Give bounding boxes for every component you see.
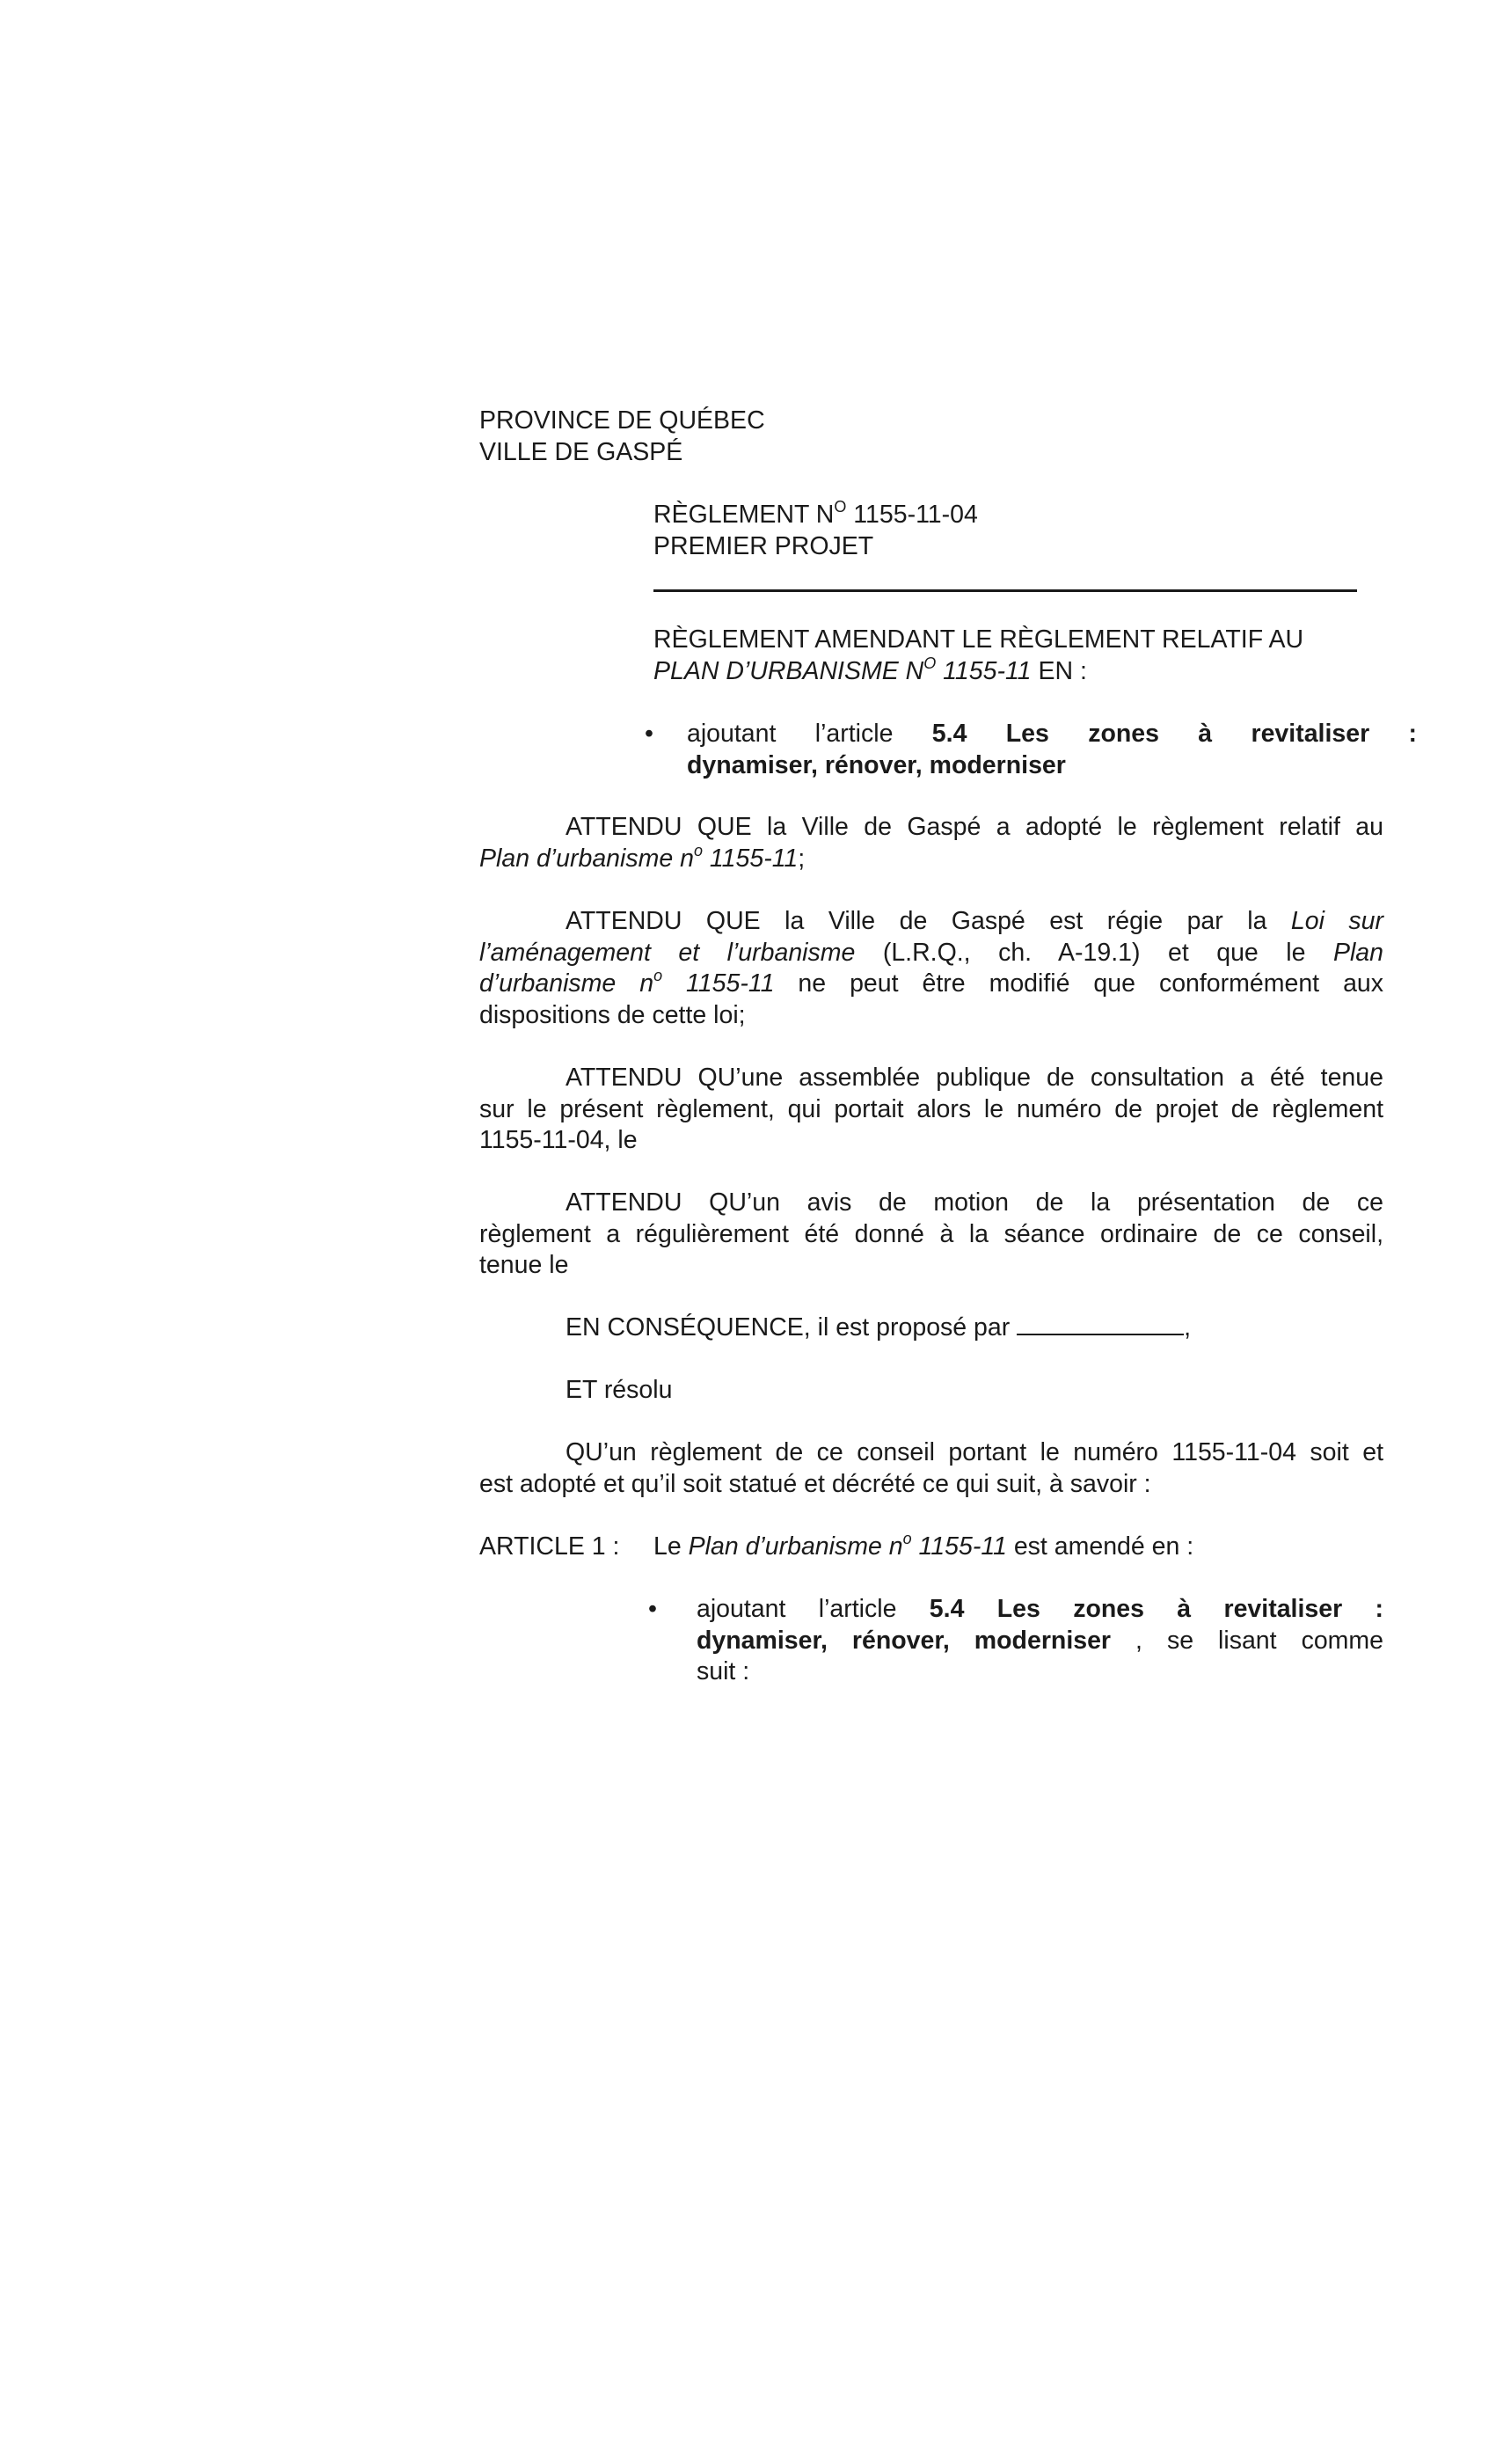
title-rest: EN : <box>1031 656 1087 685</box>
reglement-projet: PREMIER PROJET <box>653 531 874 560</box>
p2-l1-italic: Loi sur <box>1290 907 1384 935</box>
title-sup: O <box>923 654 937 672</box>
paragraph-6 <box>479 1375 1383 1407</box>
horizontal-rule <box>653 589 1357 592</box>
p3-line-2: sur le présent règlement, qui portait alors le numéro de projet de règlement <box>479 1094 1383 1123</box>
bullet2-bold-1: 5.4 Les zones à revitaliser : <box>929 1595 1384 1623</box>
bullet1-plain: ajoutant l’article <box>687 720 932 748</box>
title-line-2 <box>653 656 1392 688</box>
p3-line-3: 1155-11-04, le <box>479 1126 638 1154</box>
p1-line-2 <box>479 841 1383 875</box>
p2-l2-italic-b: Plan <box>1332 938 1383 967</box>
bullet2-plain: ajoutant l’article <box>697 1595 930 1623</box>
bullet2-line-1 <box>697 1594 1383 1626</box>
p2-line-4: dispositions de cette loi; <box>479 1000 746 1029</box>
p1-italic: Plan d’urbanisme n <box>479 844 694 873</box>
p7-line-2: est adopté et qu’il soit statué et décrété ce qui suit, à savoir : <box>479 1469 1151 1498</box>
p2-l3-italic: d’urbanisme n <box>479 969 654 998</box>
reglement-prefix: RÈGLEMENT N <box>653 501 835 529</box>
title-line-1: RÈGLEMENT AMENDANT LE RÈGLEMENT RELATIF AU <box>653 625 1304 654</box>
art1-plain: Le <box>653 1532 689 1561</box>
title-italic-b: 1155-11 <box>936 656 1032 685</box>
reglement-number <box>653 500 1392 531</box>
bullet2-line-2 <box>697 1626 1383 1657</box>
p1-italic-b: 1155-11 <box>703 844 799 873</box>
p2-l2-italic: l’aménagement et l’urbanisme <box>479 938 856 967</box>
article-1-text <box>653 1532 1193 1563</box>
p5-line <box>479 1312 1383 1344</box>
reglement-block <box>653 500 1392 562</box>
header-block <box>479 406 1095 468</box>
article-1-label: ARTICLE 1 : <box>479 1532 620 1561</box>
p7-line-1: QU’un règlement de ce conseil portant le numéro 1155-11-04 soit et <box>566 1438 1383 1466</box>
bullet2-rest: , se lisant comme <box>1111 1626 1383 1655</box>
bullet-icon: • <box>648 1595 657 1623</box>
paragraph-2 <box>479 906 1383 1031</box>
p2-l1-plain: ATTENDU QUE la Ville de Gaspé est régie par la <box>566 907 1291 935</box>
bullet2-bold-2: dynamiser, rénover, moderniser <box>697 1626 1112 1655</box>
proposer-blank-field[interactable] <box>1017 1314 1184 1335</box>
art1-sup: o <box>902 1530 912 1547</box>
title-block <box>653 625 1392 687</box>
p1-rest: ; <box>798 844 806 873</box>
art1-italic: Plan d’urbanisme n <box>688 1532 903 1561</box>
p2-l3-sup: o <box>653 967 663 984</box>
paragraph-3 <box>479 1063 1383 1157</box>
p3-line-1: ATTENDU QU’une assemblée publique de consultation a été tenue <box>566 1064 1383 1092</box>
bullet-icon: • <box>645 720 653 748</box>
bullet1-line-2: dynamiser, rénover, moderniser <box>687 750 1066 779</box>
p4-line-2: règlement a régulièrement été donné à la séance ordinaire de ce conseil, <box>479 1219 1383 1248</box>
paragraph-4 <box>479 1188 1383 1282</box>
province-line: PROVINCE DE QUÉBEC <box>479 406 765 435</box>
p6-line: ET résolu <box>566 1376 673 1404</box>
p1-line-1: ATTENDU QUE la Ville de Gaspé a adopté le règlement relatif au <box>566 813 1383 841</box>
paragraph-1 <box>479 812 1383 874</box>
paragraph-5 <box>479 1312 1383 1344</box>
bullet2-line-3: suit : <box>697 1657 750 1685</box>
p2-line-3 <box>479 969 1383 1000</box>
art1-italic-b: 1155-11 <box>911 1532 1007 1561</box>
p4-line-1: ATTENDU QU’un avis de motion de la présentation de ce <box>566 1188 1383 1217</box>
p2-line-2 <box>479 938 1383 969</box>
p5-comma: , <box>1184 1313 1192 1342</box>
p4-line-3: tenue le <box>479 1251 569 1279</box>
ville-line: VILLE DE GASPÉ <box>479 437 683 466</box>
art1-rest: est amendé en : <box>1006 1532 1194 1561</box>
p2-line-1 <box>479 906 1383 938</box>
bullet1-line-1 <box>687 719 1417 750</box>
p2-l3-italic-b: 1155-11 <box>662 969 775 998</box>
p1-sup: o <box>693 841 703 859</box>
title-italic: PLAN D’URBANISME N <box>653 656 924 685</box>
p2-l2-plain: (L.R.Q., ch. A-19.1) et que le <box>855 938 1333 967</box>
paragraph-7 <box>479 1437 1383 1500</box>
p5-text: EN CONSÉQUENCE, il est proposé par <box>566 1313 1018 1342</box>
reglement-sup: O <box>834 498 847 515</box>
reglement-num: 1155-11-04 <box>846 501 978 529</box>
bullet1-bold-1: 5.4 Les zones à revitaliser : <box>931 720 1418 748</box>
p2-l3-plain: ne peut être modifié que conformément aux <box>774 969 1384 998</box>
